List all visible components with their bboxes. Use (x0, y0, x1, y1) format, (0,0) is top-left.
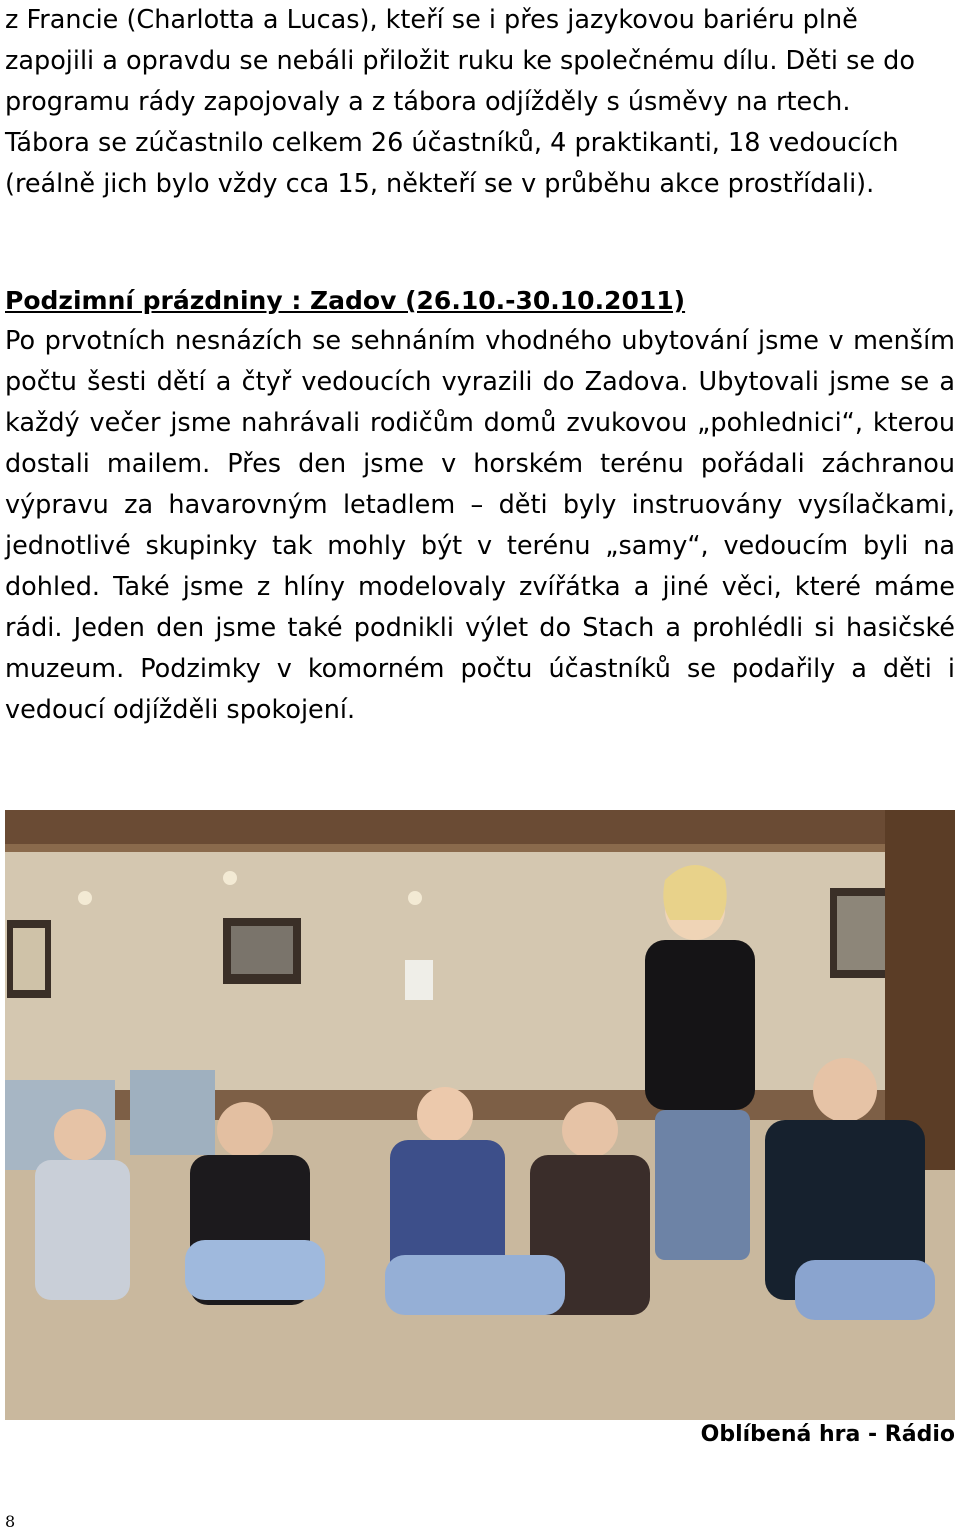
section-heading: Podzimní prázdniny : Zadov (26.10.-30.10.2011) (5, 286, 686, 315)
section-paragraph: Po prvotních nesnázích se sehnáním vhodného ubytování jsme v menším počtu šesti dětí a čtyř vedoucích vyrazili do Zadova. Ubytovali jsme se a každý večer jsme nahrávali rodičům domů zvukovou „pohlednici“, kterou dostali mailem. Přes den jsme v horském terénu pořádali záchranou výpravu za havarovným letadlem – děti byly instruovány vysílačkami, jednotlivé skupinky tak mohly být v terénu „samy“, vedoucím byli na dohled. Také jsme z hlíny modelovaly zvířátka a jiné věci, které máme rádi. Jeden den jsme také podnikli výlet do Stach a prohlédli si hasičské muzeum. Podzimky v komorném počtu účastníků se podařily a děti i vedoucí odjížděli spokojení. (5, 326, 955, 725)
photo-caption: Oblíbená hra - Rádio (700, 1422, 955, 1447)
group-photo (5, 810, 955, 1420)
intro-paragraph: z Francie (Charlotta a Lucas), kteří se i přes jazykovou bariéru plně zapojili a opravdu se nebáli přiložit ruku ke společnému dílu. Děti se do programu rády zapojovaly a z tábora odjížděly s úsměvy na rtech. Tábora se zúčastnilo celkem 26 účastníků, 4 praktikanti, 18 vedoucích (reálně jich bylo vždy cca 15, někteří se v průběhu akce prostřídali). (5, 5, 915, 199)
page-number: 8 (5, 1512, 16, 1531)
photo-illustration (5, 810, 955, 1420)
